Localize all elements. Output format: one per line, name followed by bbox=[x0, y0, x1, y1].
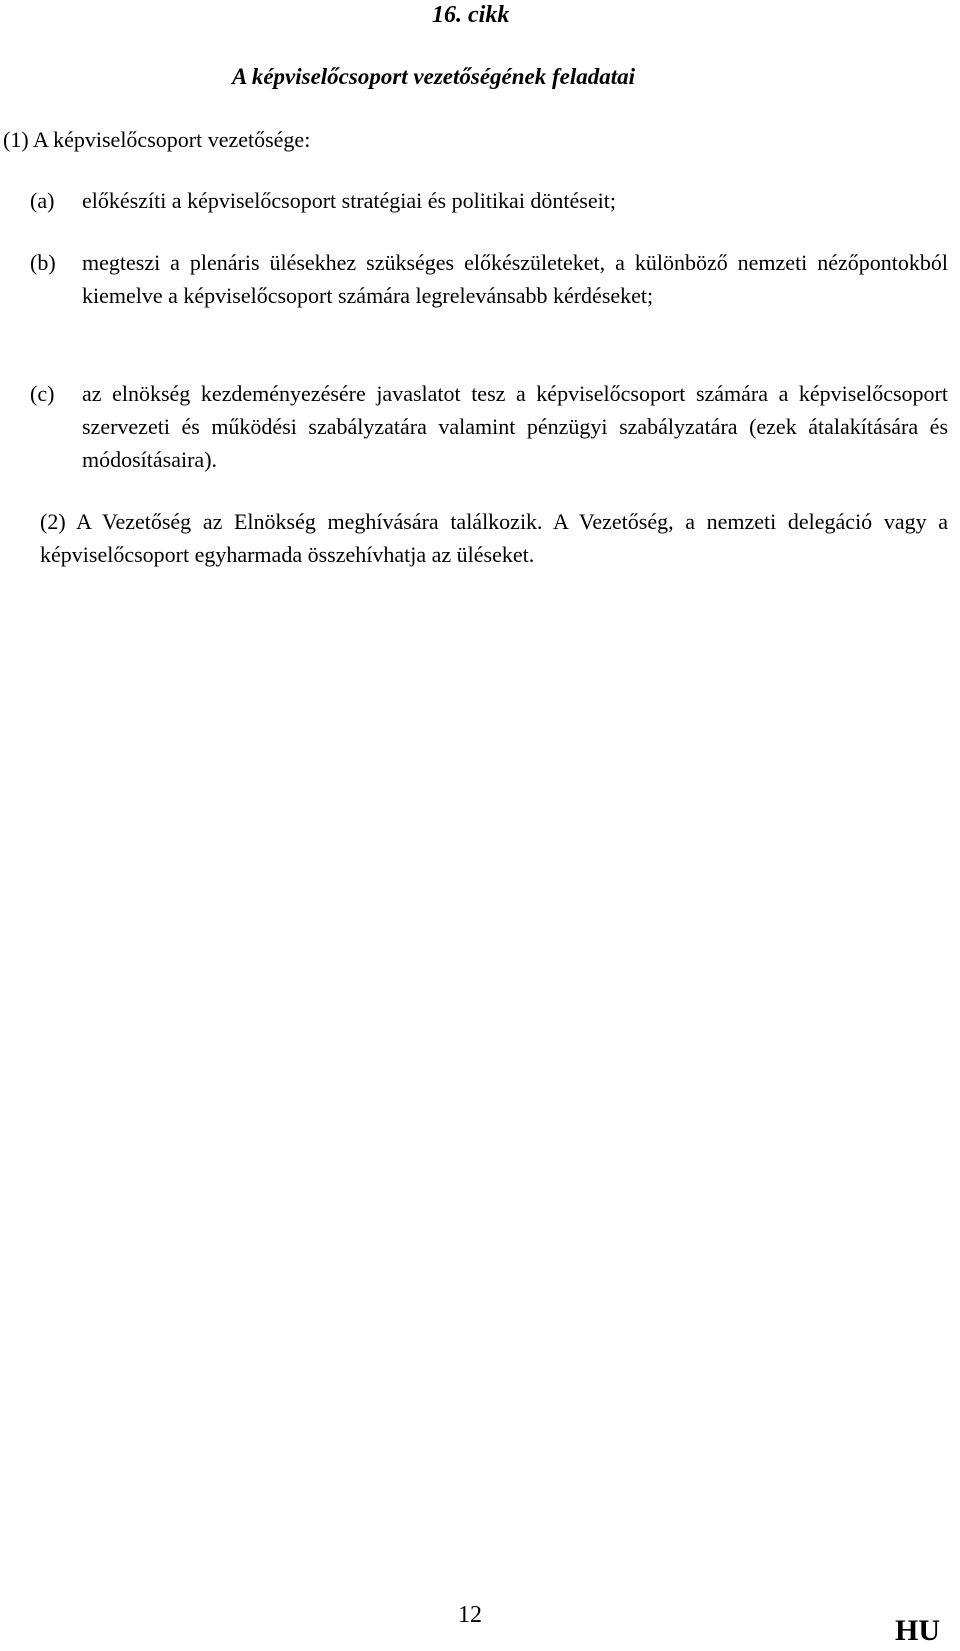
paragraph-2: (2) A Vezetőség az Elnökség meghívására találkozik. A Vezetőség, a nemzeti delegáció vagy a képviselőcsoport egyharmada összehívhatja az üléseket. bbox=[40, 509, 948, 567]
list-item-label: (c) bbox=[30, 381, 55, 406]
paragraph-1-intro: (1) A képviselőcsoport vezetősége: bbox=[3, 127, 311, 152]
article-number: 16. cikk bbox=[432, 2, 510, 28]
language-code: HU bbox=[895, 1614, 940, 1647]
list-item-text: az elnökség kezdeményezésére javaslatot tesz a képviselőcsoport számára a képviselőcsoport szervezeti és működési szabályzatára valamint pénzügyi szabályzatára (ezek átalakítására és módosításaira). bbox=[82, 381, 948, 472]
list-item-label: (a) bbox=[30, 188, 55, 213]
list-item-label: (b) bbox=[30, 250, 56, 275]
article-title: A képviselőcsoport vezetőségének feladatai bbox=[232, 64, 636, 89]
list-item-text: megteszi a plenáris ülésekhez szükséges előkészületeket, a különböző nemzeti nézőpontokból kiemelve a képviselőcsoport számára legrelevánsabb kérdéseket; bbox=[82, 250, 948, 308]
page-number: 12 bbox=[458, 1602, 482, 1628]
list-item-text: előkészíti a képviselőcsoport stratégiai és politikai döntéseit; bbox=[82, 188, 616, 213]
